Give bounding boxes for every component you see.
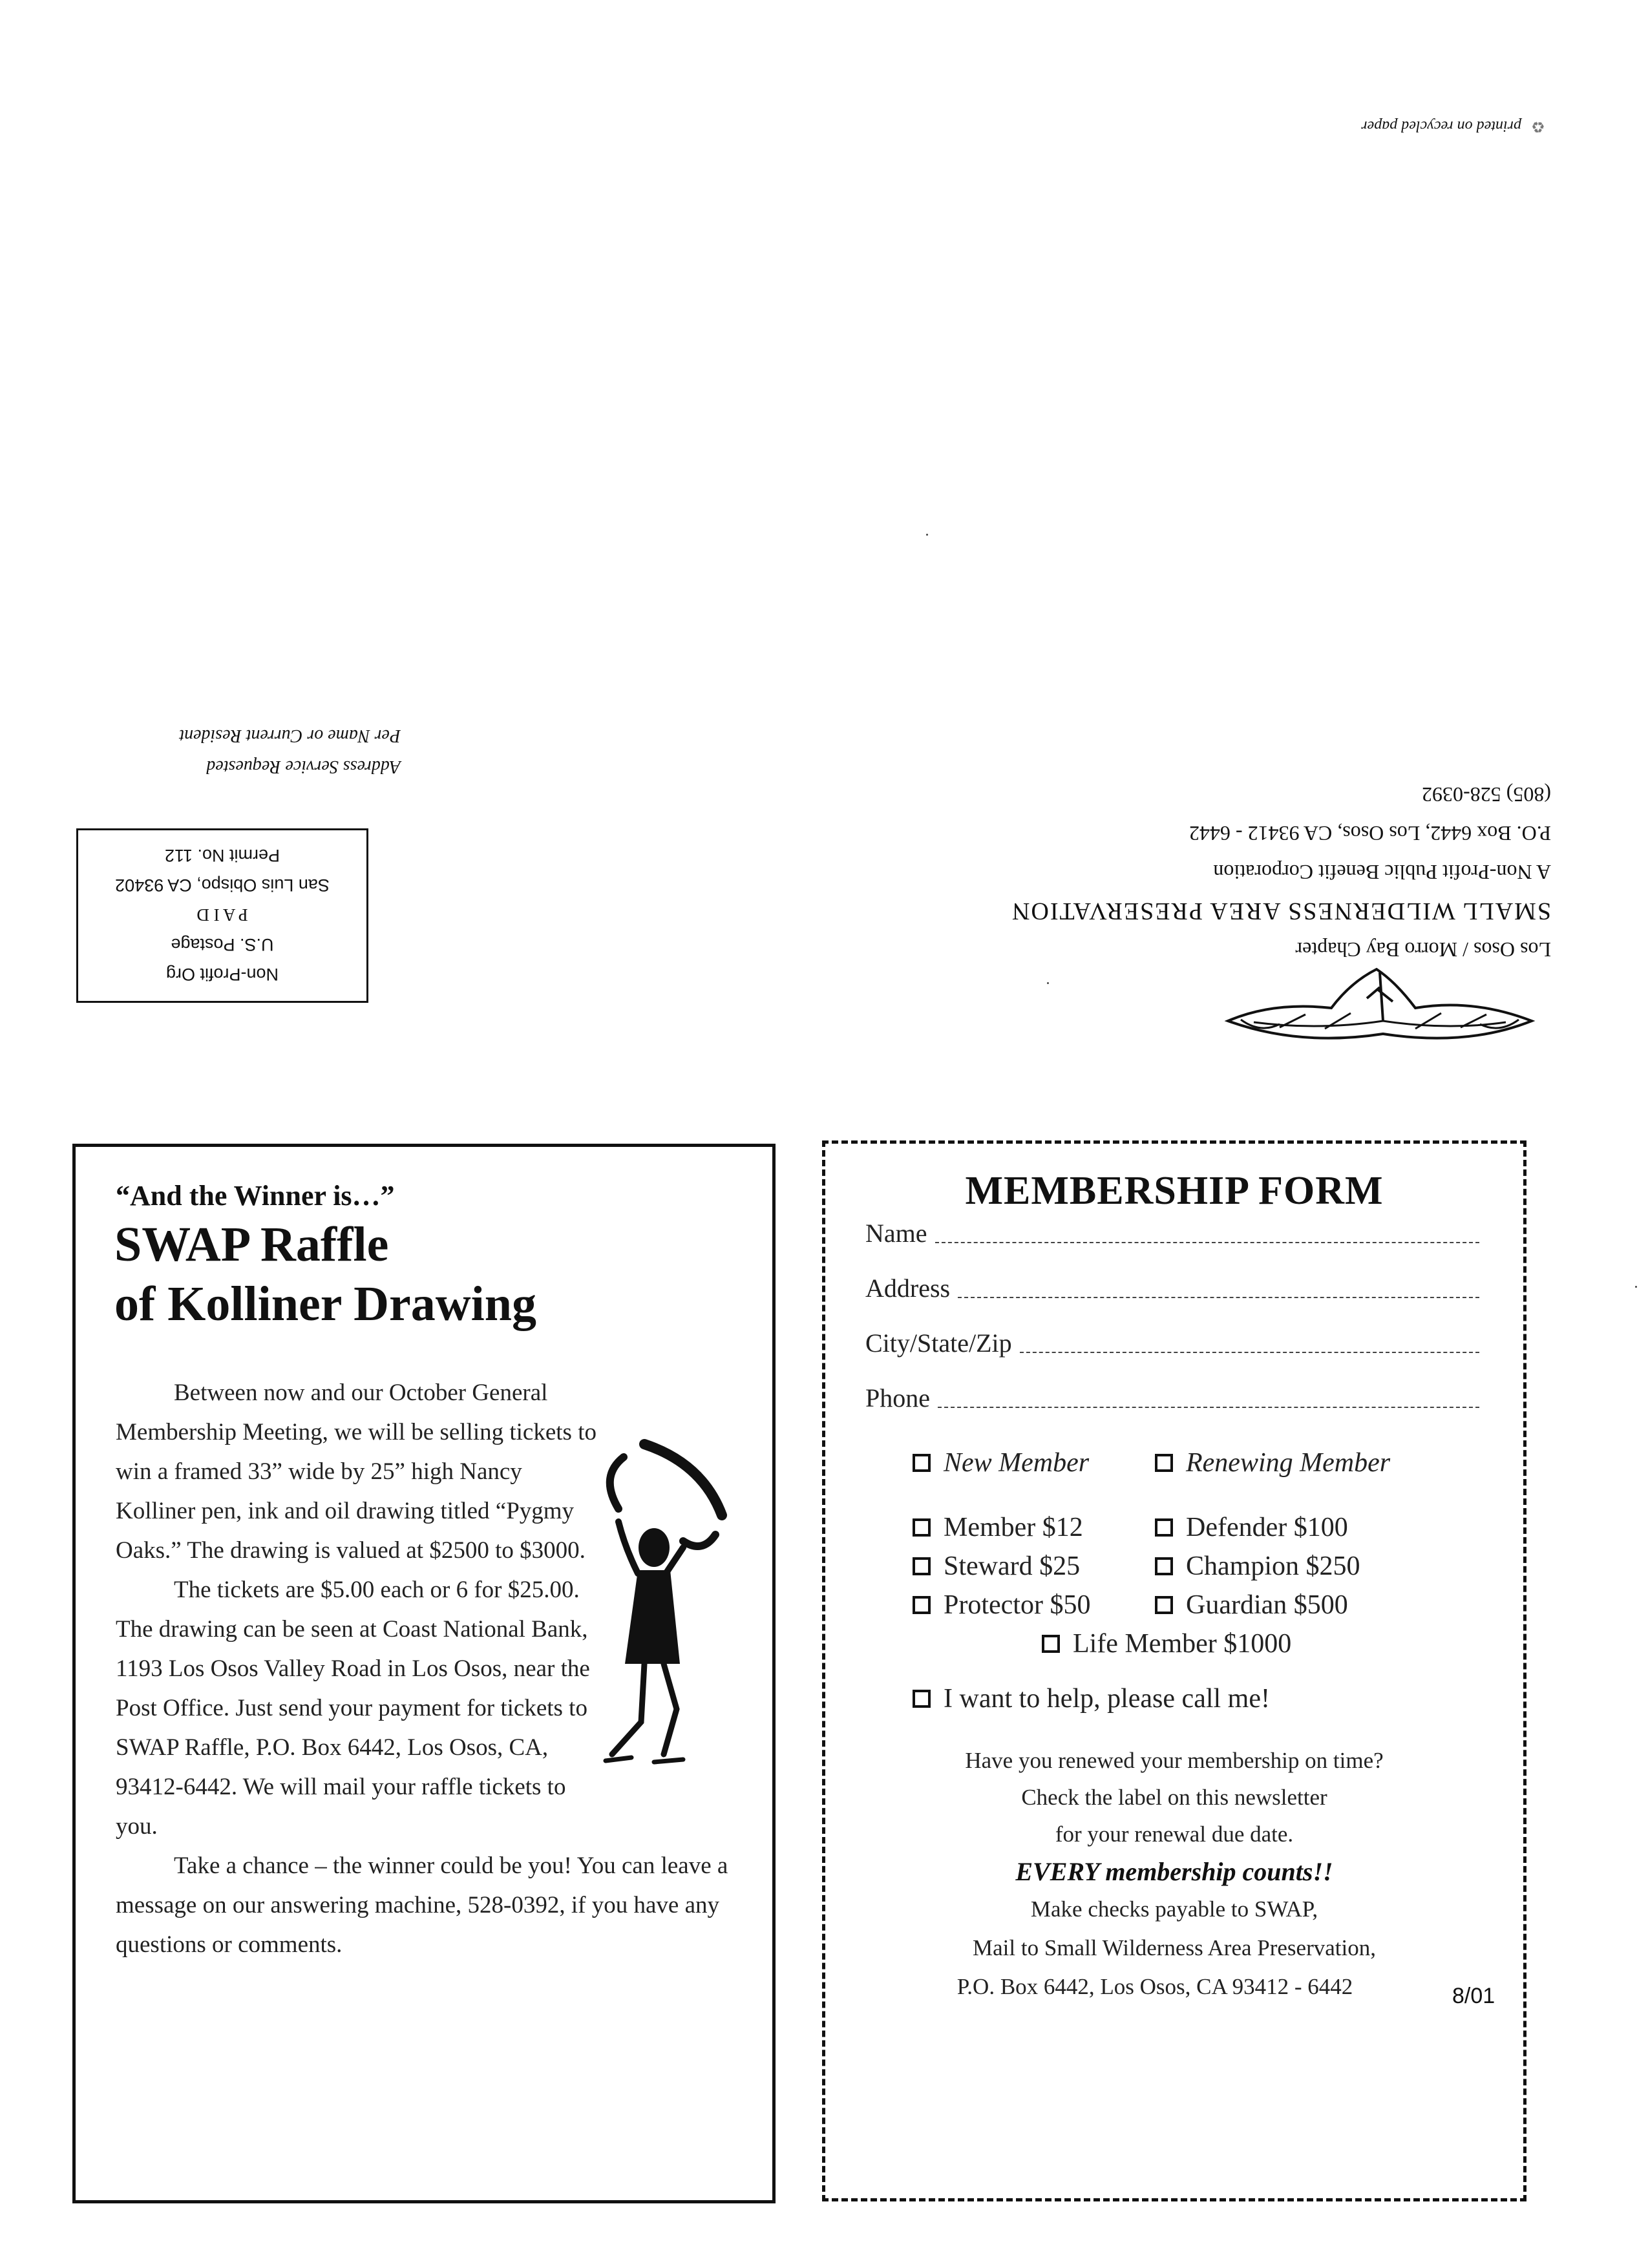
reminder-line: for your renewal due date. (1055, 1822, 1294, 1847)
current-resident-line: Per Name or Current Resident (179, 726, 401, 746)
return-address (918, 775, 1551, 969)
checkbox-icon (1155, 1518, 1173, 1537)
raffle-title-line: SWAP Raffle (114, 1217, 389, 1272)
form-title: MEMBERSHIP FORM (965, 1169, 1384, 1213)
city-state-zip-label: City/State/Zip (865, 1328, 1012, 1358)
level-label: Life Member $1000 (1073, 1629, 1292, 1659)
champion-250-checkbox[interactable] (1155, 1551, 1360, 1582)
print-speck (1635, 1286, 1637, 1288)
reminder-line: Have you renewed your membership on time? (965, 1748, 1384, 1773)
level-label: Protector $50 (944, 1590, 1091, 1620)
oak-tree-logo (1215, 963, 1545, 1060)
indicia-line: U.S. Postage (171, 935, 274, 954)
raffle-paragraph: Take a chance – the winner could be you! You can leave a message on our answering machine, 528-0392, if you have any questions or comments. (116, 1853, 728, 1958)
phone-label: Phone (865, 1383, 930, 1412)
member-12-checkbox[interactable] (913, 1512, 1083, 1543)
help-label: I want to help, please call me! (944, 1684, 1270, 1714)
recycled-note-text: printed on recycled paper (1361, 118, 1521, 134)
payment-line: Make checks payable to SWAP, (1030, 1896, 1318, 1922)
reminder-line: Check the label on this newsletter (1021, 1785, 1327, 1810)
defender-100-checkbox[interactable] (1155, 1512, 1348, 1543)
address-label: Address (865, 1274, 951, 1303)
every-membership-counts: EVERY membership counts!! (1015, 1857, 1333, 1886)
level-label: Steward $25 (944, 1551, 1081, 1581)
raffle-kicker: “And the Winner is…” (116, 1180, 395, 1212)
checkbox-icon (913, 1596, 931, 1614)
checkbox-icon (1042, 1635, 1060, 1653)
raffle-article (72, 1144, 776, 2203)
recycle-icon: ♻ (1531, 118, 1545, 134)
new-member-label: New Member (944, 1448, 1090, 1478)
checkbox-icon (1155, 1596, 1173, 1614)
city-state-zip-field[interactable] (865, 1328, 1479, 1358)
level-label: Defender $100 (1186, 1513, 1348, 1542)
raffle-title-line: of Kolliner Drawing (114, 1277, 537, 1331)
level-label: Champion $250 (1186, 1551, 1360, 1581)
indicia-line: Permit No. 112 (164, 846, 280, 865)
address-service-note (39, 711, 401, 782)
phone-number: (805) 528-0392 (1422, 783, 1551, 806)
membership-form (822, 1140, 1527, 2201)
phone-field[interactable] (865, 1383, 1479, 1413)
level-label: Guardian $500 (1186, 1590, 1348, 1620)
steward-25-checkbox[interactable] (913, 1551, 1080, 1582)
po-box: P.O. Box 6442, Los Osos, CA 93412 - 6442 (1188, 822, 1551, 845)
address-field[interactable] (865, 1273, 1479, 1303)
raffle-title (114, 1215, 536, 1334)
checkbox-icon (913, 1454, 931, 1472)
recycled-paper-note (1267, 110, 1551, 136)
print-speck (1047, 982, 1049, 984)
name-field[interactable] (865, 1218, 1479, 1248)
indicia-line: P A I D (196, 905, 248, 925)
address-service-line: Address Service Requested (206, 757, 401, 777)
guardian-500-checkbox[interactable] (1155, 1590, 1348, 1621)
print-speck (926, 534, 928, 536)
raffle-paragraph: The tickets are $5.00 each or 6 for $25.00. The drawing can be seen at Coast National Bank, 1193 Los Osos Valley Road in Los Osos, near the Post Office. Just send your payment for tickets to SWAP Raffle, P.O. Box 6442, Los Osos, CA, 93412-6442. We will mail your raffle tickets to you. (116, 1577, 590, 1840)
renewing-member-label: Renewing Member (1186, 1448, 1391, 1478)
raffle-paragraph: Between now and our October General Membership Meeting, we will be selling tickets to win a framed 33” wide by 25” high Nancy Kolliner pen, ink and oil drawing titled “Pygmy Oaks.” The drawing is valued at $2500 to $3000. (116, 1380, 597, 1564)
protector-50-checkbox[interactable] (913, 1590, 1090, 1621)
chapter-name: Los Osos / Morro Bay Chapter (1295, 938, 1551, 961)
checkbox-icon (913, 1690, 931, 1708)
level-label: Member $12 (944, 1513, 1083, 1542)
indicia-line: San Luis Obispo, CA 93402 (115, 876, 330, 895)
payment-line: P.O. Box 6442, Los Osos, CA 93412 - 6442 (956, 1974, 1353, 1999)
date-code: 8/01 (1452, 1984, 1495, 2008)
checkbox-icon (913, 1557, 931, 1575)
checkbox-icon (1155, 1557, 1173, 1575)
postage-indicia (76, 828, 368, 1003)
name-label: Name (865, 1219, 927, 1248)
payment-line: Mail to Small Wilderness Area Preservation, (973, 1935, 1376, 1960)
new-member-checkbox[interactable] (913, 1447, 1089, 1478)
indicia-line: Non-Profit Org (165, 965, 279, 984)
help-checkbox[interactable] (913, 1683, 1270, 1714)
checkbox-icon (913, 1518, 931, 1537)
org-type: A Non-Profit Public Benefit Corporation (1213, 861, 1551, 884)
renewing-member-checkbox[interactable] (1155, 1447, 1390, 1478)
org-name: SMALL WILDERNESS AREA PRESERVATION (1011, 898, 1551, 925)
life-member-1000-checkbox[interactable] (1042, 1628, 1291, 1659)
raffle-body (116, 1373, 736, 1964)
checkbox-icon (1155, 1454, 1173, 1472)
